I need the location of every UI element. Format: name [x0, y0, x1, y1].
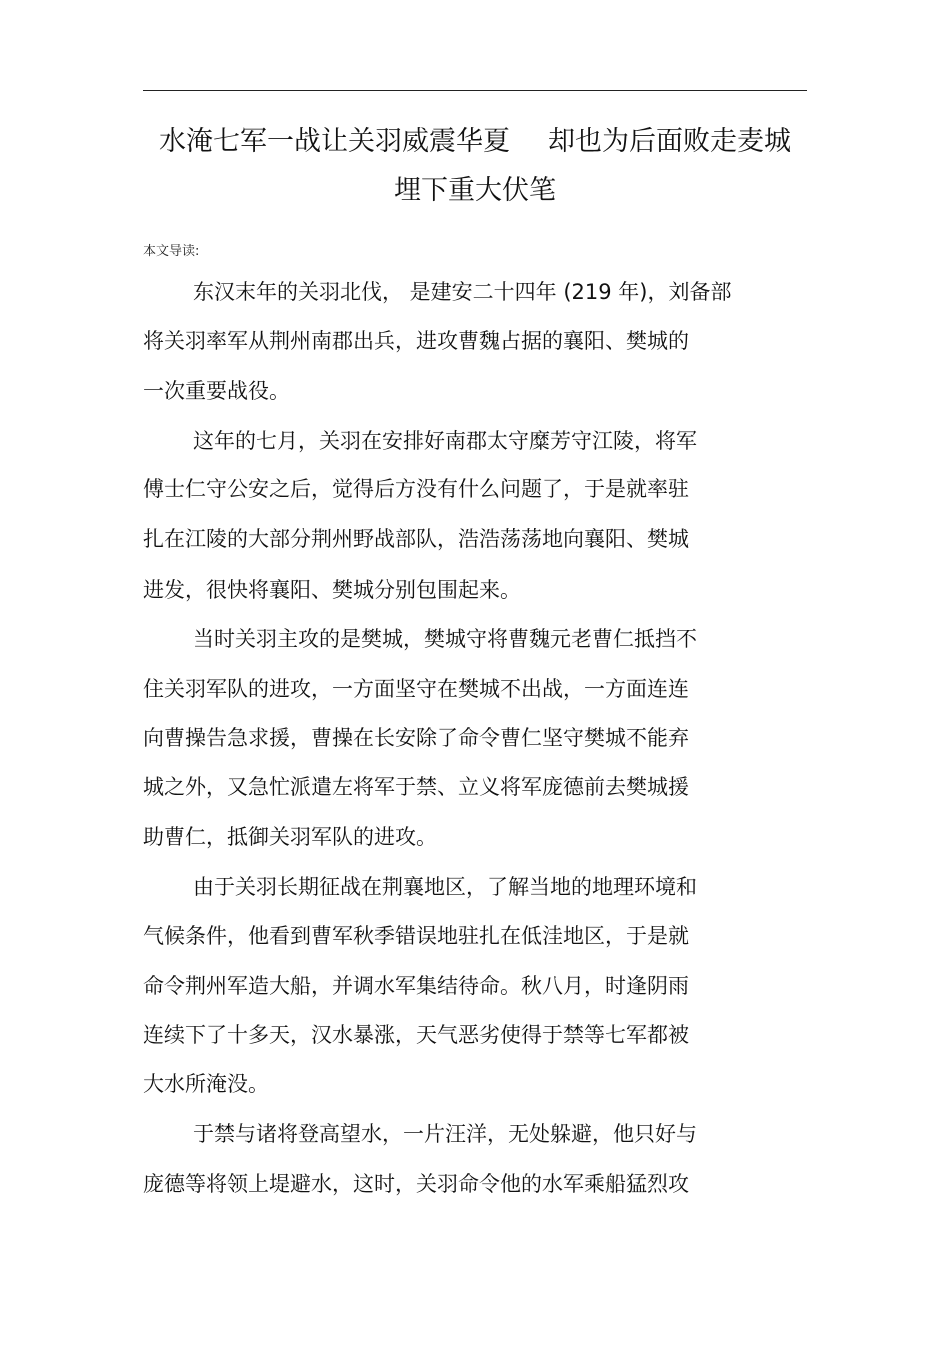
article-title-line-2: 埋下重大伏笔 [394, 175, 556, 206]
body-line: 命令荆州军造大船，并调水军集结待命。秋八月，时逢阴雨 [143, 974, 689, 998]
body-line: 向曹操告急求援，曹操在长安除了命令曹仁坚守樊城不能弃 [143, 726, 689, 750]
body-line: 城之外，又急忙派遣左将军于禁、立义将军庞德前去樊城援 [143, 775, 689, 799]
body-line: 庞德等将领上堤避水，这时，关羽命令他的水军乘船猛烈攻 [143, 1172, 689, 1196]
body-line: 于禁与诸将登高望水，一片汪洋，无处躲避，他只好与 [193, 1122, 697, 1146]
body-line: 这年的七月，关羽在安排好南郡太守糜芳守江陵，将军 [193, 429, 697, 453]
body-line: 扎在江陵的大部分荆州野战部队，浩浩荡荡地向襄阳、樊城 [143, 527, 689, 551]
body-line: 连续下了十多天，汉水暴涨，天气恶劣使得于禁等七军都被 [143, 1023, 689, 1047]
body-line: 傅士仁守公安之后，觉得后方没有什么问题了，于是就率驻 [143, 477, 689, 501]
lead-label: 本文导读: [143, 244, 200, 259]
body-line: 住关羽军队的进攻，一方面坚守在樊城不出战，一方面连连 [143, 677, 689, 701]
body-line: 东汉末年的关羽北伐， 是建安二十四年 (219 年)，刘备部 [193, 280, 732, 304]
title-part-1: 水淹七军一战让关羽威震华夏 [159, 126, 510, 157]
article-title-line-1 [143, 124, 807, 160]
body-line: 一次重要战役。 [143, 379, 290, 403]
title-part-2: 却也为后面败走麦城 [548, 126, 791, 157]
body-line: 气候条件，他看到曹军秋季错误地驻扎在低洼地区，于是就 [143, 924, 689, 948]
body-line: 由于关羽长期征战在荆襄地区，了解当地的地理环境和 [193, 875, 697, 899]
header-rule [143, 90, 807, 91]
body-line: 当时关羽主攻的是樊城，樊城守将曹魏元老曹仁抵挡不 [193, 627, 697, 651]
body-line: 将关羽率军从荆州南郡出兵，进攻曹魏占据的襄阳、樊城的 [143, 329, 689, 353]
body-line: 助曹仁，抵御关羽军队的进攻。 [143, 825, 437, 849]
body-line: 进发，很快将襄阳、樊城分别包围起来。 [143, 578, 521, 602]
body-line: 大水所淹没。 [143, 1072, 269, 1096]
